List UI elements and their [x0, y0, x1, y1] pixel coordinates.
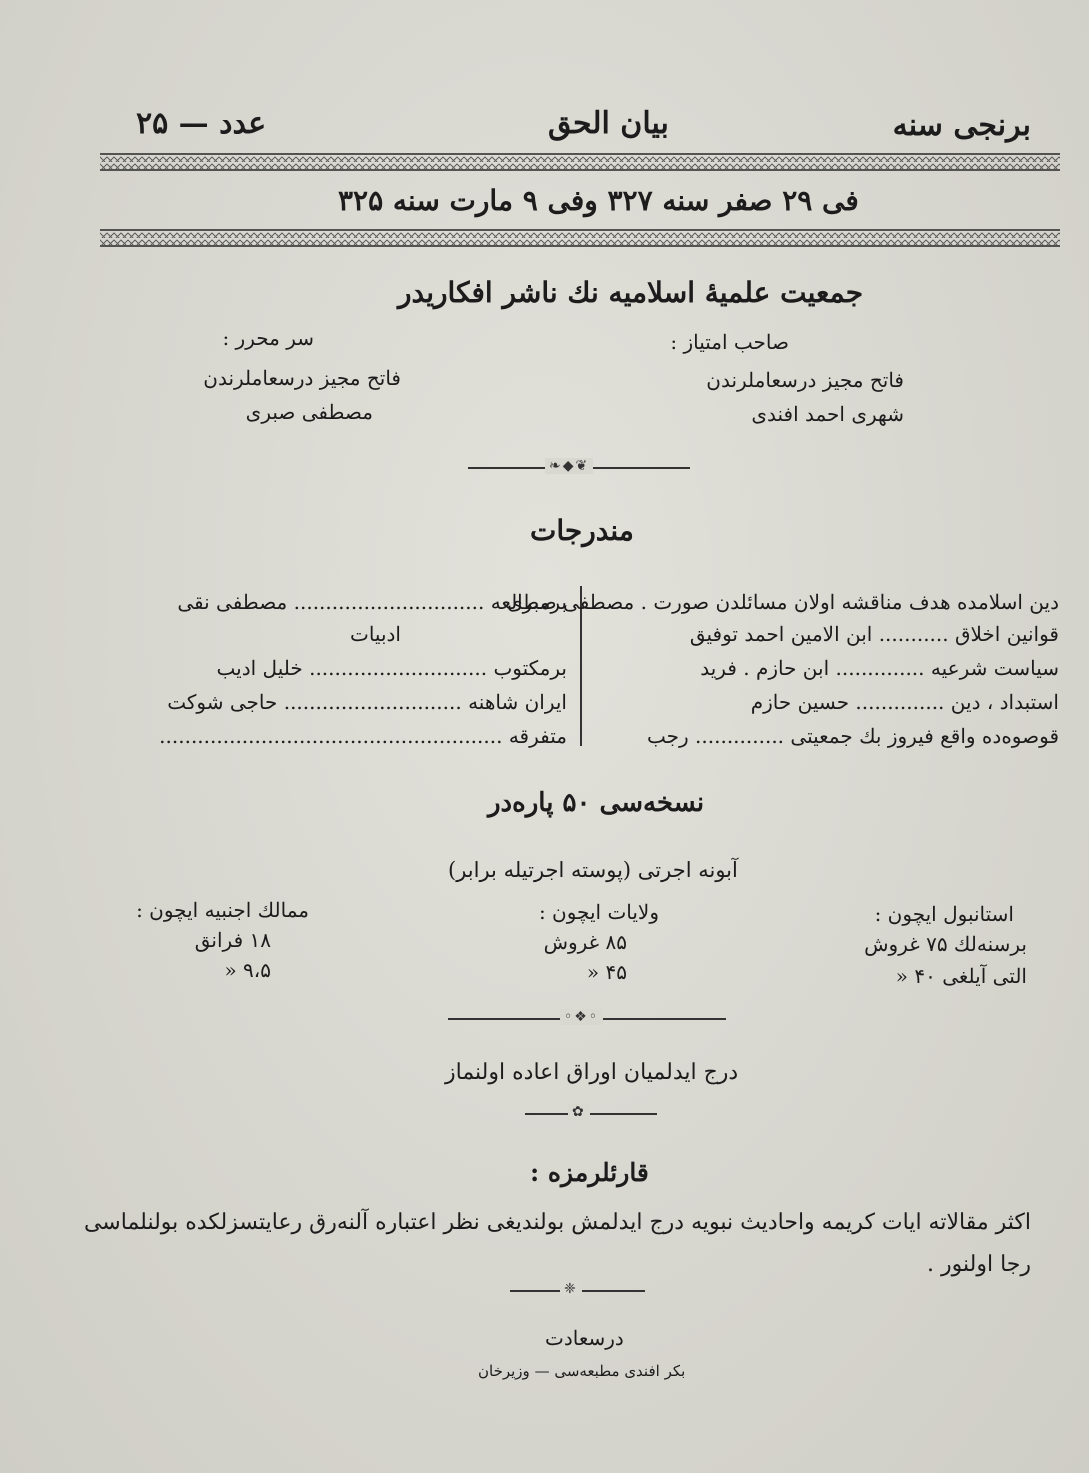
imprint-city: درسعادت	[545, 1326, 624, 1350]
provinces-yearly: ۸۵ غروش	[543, 930, 627, 954]
subscription-heading: آبونه اجرتی (پوسته اجرتیله برابر)	[448, 858, 738, 882]
price-line: نسخه‌سی ۵۰ پاره‌در	[488, 788, 705, 818]
issue-number: عدد — ۲۵	[136, 106, 267, 141]
year-label: برنجی سنه	[892, 108, 1031, 143]
imprint-press: بكر افندی مطبعه‌سی — وزیرخان	[478, 1362, 686, 1380]
publisher-line: جمعیت علمیهٔ اسلامیه نك ناشر افكاریدر	[398, 276, 864, 309]
second-rule	[100, 229, 1060, 247]
readers-line1: اكثر مقالاته ایات كریمه واحادیث نبویه درج ایدلمش بولندیغی نظر اعتباره آلنه‌رق رعایتسزلكده بولنلماسی	[83, 1210, 1031, 1235]
ornament-icon: ✿	[568, 1104, 590, 1120]
foreign-label: ممالك اجنبیه ایچون :	[136, 898, 309, 922]
toc-item: قوصوه‌ده واقع فیروز بك جمعیتی .............. رجب	[647, 724, 1059, 748]
dateline: فی ۲۹ صفر سنه ۳۲۷ وفی ۹ مارت سنه ۳۲۵	[338, 184, 859, 217]
toc-item: سیاست شرعیه .............. ابن حازم . فرید	[700, 656, 1059, 680]
provinces-half: ۴۵ «	[586, 960, 627, 984]
ornament-icon: ❈	[560, 1281, 582, 1297]
ornament-rule	[525, 1113, 657, 1115]
notice: درج ایدلمیان اوراق اعاده اولنماز	[445, 1060, 739, 1085]
istanbul-half: التی آیلغی ۴۰ «	[895, 964, 1027, 988]
newspaper-title: بیان الحق	[548, 106, 669, 141]
toc-item: ایران شاهنه ............................ حاجی شوكت	[167, 690, 567, 714]
contents-title: مندرجات	[530, 514, 634, 547]
toc-item: متفرقه ......................................................	[159, 724, 567, 748]
ornament-icon: ◦❖◦	[560, 1009, 603, 1025]
owner-line1: فاتح مجیز درسعاملرندن	[706, 368, 904, 392]
foreign-yearly: ۱۸ فرانق	[194, 928, 271, 952]
toc-item: استبداد ، دین .............. حسین حازم	[750, 690, 1059, 714]
readers-line2: رجا اولنور .	[927, 1252, 1031, 1277]
foreign-half: ۹،۵ «	[224, 958, 271, 982]
owner-label: صاحب امتیاز :	[670, 330, 789, 354]
toc-item: برمطالعه .............................. مصطفی نقی	[177, 590, 567, 614]
ornament-icon: ❧◆❦	[545, 458, 593, 474]
owner-line2: شهری احمد افندی	[751, 402, 904, 426]
istanbul-label: استانبول ایچون :	[874, 902, 1014, 926]
toc-item: قوانین اخلاق ........... ابن الامین احمد توفیق	[689, 622, 1059, 646]
editor-line1: فاتح مجیز درسعاملرندن	[203, 366, 401, 390]
provinces-label: ولایات ایچون :	[538, 900, 659, 924]
editor-line2: مصطفی صبری	[245, 400, 373, 424]
editor-label: سر محرر :	[222, 326, 314, 350]
readers-heading: قارئلرمزه :	[530, 1158, 649, 1187]
istanbul-yearly: برسنه‌لك ۷۵ غروش	[864, 932, 1027, 956]
toc-item: ادبیات	[350, 622, 401, 646]
toc-item: دین اسلامده هدف مناقشه اولان مسائلدن صورت . مصطفی صبری	[506, 590, 1059, 614]
toc-item: برمكتوب ............................ خلیل ادیب	[216, 656, 567, 680]
top-rule	[100, 153, 1060, 171]
